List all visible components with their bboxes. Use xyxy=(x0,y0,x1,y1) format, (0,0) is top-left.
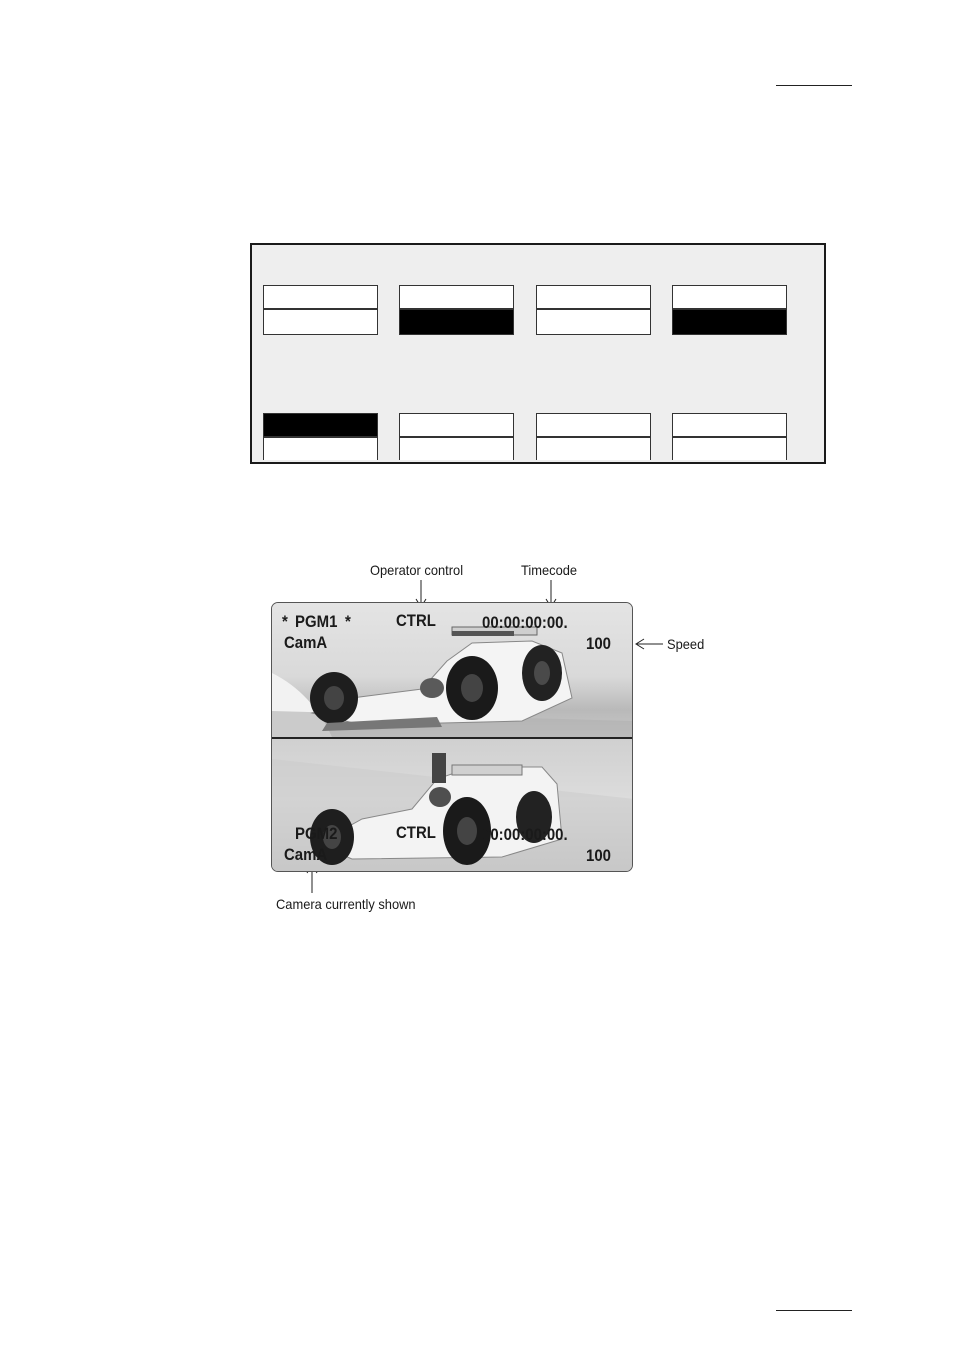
timecode-top: 00:00:00:00. xyxy=(482,613,568,632)
control-label-bottom: CTRL xyxy=(396,823,436,842)
control-label-top: CTRL xyxy=(396,611,436,630)
callout-speed: Speed xyxy=(667,636,705,652)
footer-rule xyxy=(776,1310,852,1311)
channel-marker-right: * xyxy=(345,612,351,631)
monitor-screen xyxy=(271,602,633,872)
channel-label-top: PGM1 xyxy=(295,612,338,631)
callout-timecode: Timecode xyxy=(521,562,578,578)
channel-marker-left: * xyxy=(282,612,288,631)
speed-top: 100 xyxy=(586,634,611,653)
channel-label-bottom: PGM2 xyxy=(295,824,338,843)
callout-operator-control: Operator control xyxy=(370,562,464,578)
timecode-bottom: 00:00:00:00. xyxy=(482,825,568,844)
camera-label-top: CamA xyxy=(284,633,328,652)
callout-camera: Camera currently shown xyxy=(276,896,416,912)
speed-bottom: 100 xyxy=(586,846,611,865)
camera-label-bottom: CamA xyxy=(284,845,328,864)
